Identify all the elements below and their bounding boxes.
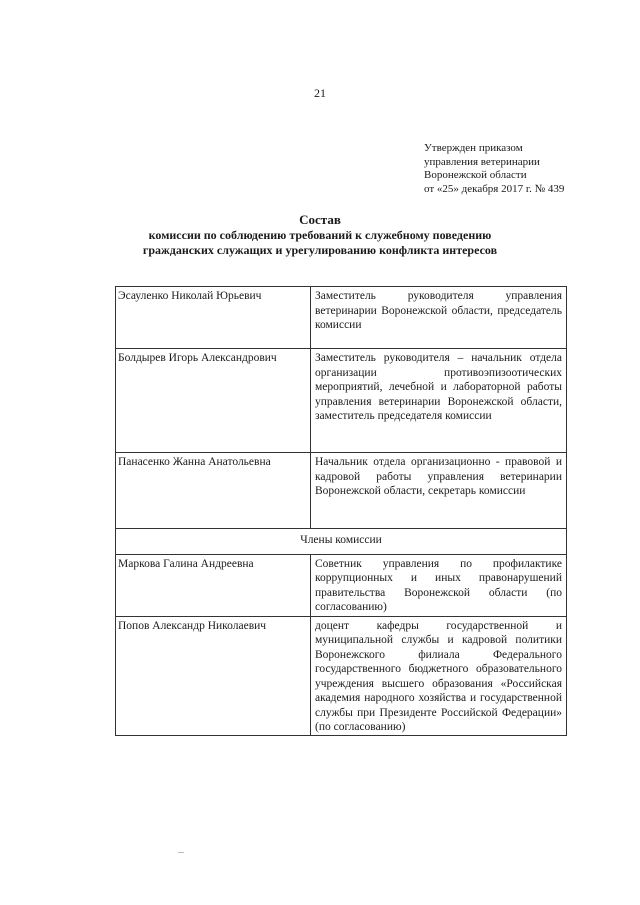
member-name: Болдырев Игорь Александрович	[116, 349, 311, 453]
table-row	[116, 616, 567, 735]
title-subtitle-line: комиссии по соблюдению требований к служебному поведению	[148, 228, 492, 242]
approval-stamp	[424, 142, 624, 196]
member-role: Заместитель руководителя управления ветеринарии Воронежской области, председатель комиссии	[311, 287, 567, 349]
member-role: доцент кафедры государственной и муниципальной службы и кадровой политики Воронежского филиала Федерального государственного бюджетного образовательного учреждения высшего образования «Российская академия народного хозяйства и государственной службы при Президенте Российской Федерации» (по согласованию)	[311, 616, 567, 735]
title-subtitle-line: гражданских служащих и урегулированию конфликта интересов	[142, 243, 498, 257]
approval-line: от «25» декабря 2017 г. № 439	[424, 182, 565, 195]
table-row	[116, 554, 567, 616]
page-number: 21	[314, 86, 326, 100]
title-main: Состав	[299, 212, 341, 227]
member-name: Маркова Галина Андреевна	[116, 554, 311, 616]
table-row	[116, 529, 567, 555]
member-name: Эсауленко Николай Юрьевич	[116, 287, 311, 349]
members-heading: Члены комиссии	[116, 529, 567, 555]
approval-line: управления ветеринарии	[424, 155, 540, 168]
approval-line: Утвержден приказом	[424, 142, 523, 154]
member-name: Панасенко Жанна Анатольевна	[116, 453, 311, 529]
table-row	[116, 349, 567, 453]
table-row	[116, 287, 567, 349]
member-role: Советник управления по профилактике коррупционных и иных правонарушений правительства Воронежской области (по согласованию)	[311, 554, 567, 616]
approval-line: Воронежской области	[424, 169, 527, 181]
scan-artifact	[178, 852, 184, 853]
member-role: Заместитель руководителя – начальник отдела организации противоэпизоотических мероприятий, лечебной и лабораторной работы управления ветеринарии Воронежской области, заместитель председателя комиссии	[311, 349, 567, 453]
table-row	[116, 453, 567, 529]
member-name: Попов Александр Николаевич	[116, 616, 311, 735]
member-role: Начальник отдела организационно - правовой и кадровой работы управления ветеринарии Воронежской области, секретарь комиссии	[311, 453, 567, 529]
document-title	[0, 212, 640, 258]
commission-table	[115, 286, 567, 736]
